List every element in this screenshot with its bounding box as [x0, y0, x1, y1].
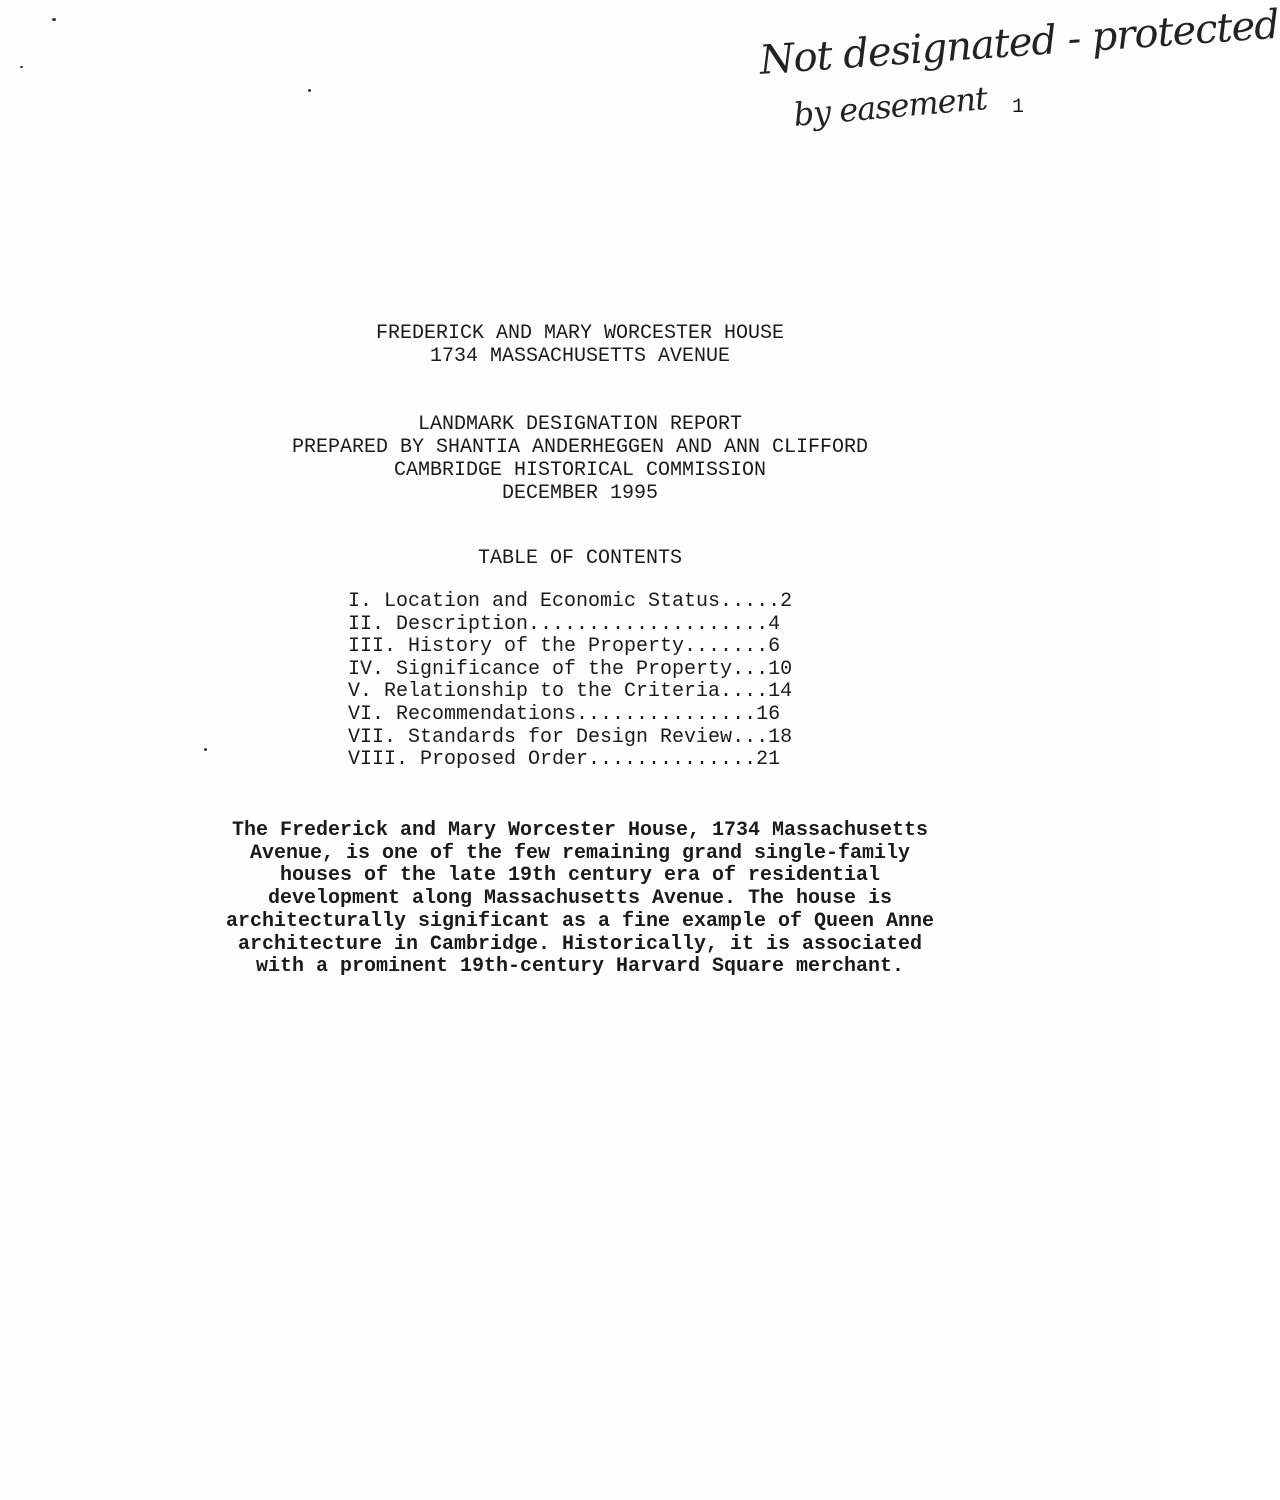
report-authors: PREPARED BY SHANTIA ANDERHEGGEN AND ANN CLIFFORD — [291, 436, 869, 459]
handwritten-annotation — [758, 1, 1280, 148]
abstract-line: architecture in Cambridge. Historically, it is associated — [237, 932, 923, 956]
toc-item: V. Relationship to the Criteria....14 — [348, 680, 793, 704]
report-type: LANDMARK DESIGNATION REPORT — [417, 413, 743, 436]
document-title — [0, 322, 1160, 368]
abstract-line: with a prominent 19th-century Harvard Square merchant. — [255, 955, 905, 979]
page-number: 1 — [1012, 96, 1025, 119]
toc-item: II. Description....................4 — [348, 612, 781, 636]
toc-item: IV. Significance of the Property...10 — [348, 657, 793, 681]
toc-item: VIII. Proposed Order..............21 — [348, 748, 781, 772]
report-info — [0, 413, 1160, 505]
scan-speck — [204, 748, 207, 751]
toc-item: VI. Recommendations...............16 — [348, 702, 781, 726]
abstract-paragraph — [0, 820, 1160, 979]
scan-speck — [52, 18, 56, 21]
scan-speck — [20, 66, 23, 68]
report-organization: CAMBRIDGE HISTORICAL COMMISSION — [393, 459, 767, 482]
annotation-line-2: by easement — [792, 79, 989, 134]
abstract-line: Avenue, is one of the few remaining grand single-family — [249, 841, 911, 865]
toc-heading: TABLE OF CONTENTS — [477, 547, 683, 570]
abstract-line: The Frederick and Mary Worcester House, 1734 Massachusetts — [231, 819, 929, 842]
toc-item: VII. Standards for Design Review...18 — [348, 725, 793, 749]
address-line: 1734 MASSACHUSETTS AVENUE — [429, 345, 731, 368]
annotation-line-1: Not designated - protected — [758, 1, 1280, 84]
abstract-line: development along Massachusetts Avenue. The house is — [267, 887, 893, 911]
toc-item: III. History of the Property.......6 — [348, 635, 781, 659]
table-of-contents — [348, 591, 792, 772]
title-line: FREDERICK AND MARY WORCESTER HOUSE — [375, 322, 785, 345]
report-date: DECEMBER 1995 — [501, 482, 659, 505]
scan-speck — [308, 89, 311, 92]
abstract-line: houses of the late 19th century era of residential — [279, 864, 881, 888]
abstract-line: architecturally significant as a fine example of Queen Anne — [225, 909, 935, 933]
toc-item: I. Location and Economic Status.....2 — [348, 590, 793, 613]
